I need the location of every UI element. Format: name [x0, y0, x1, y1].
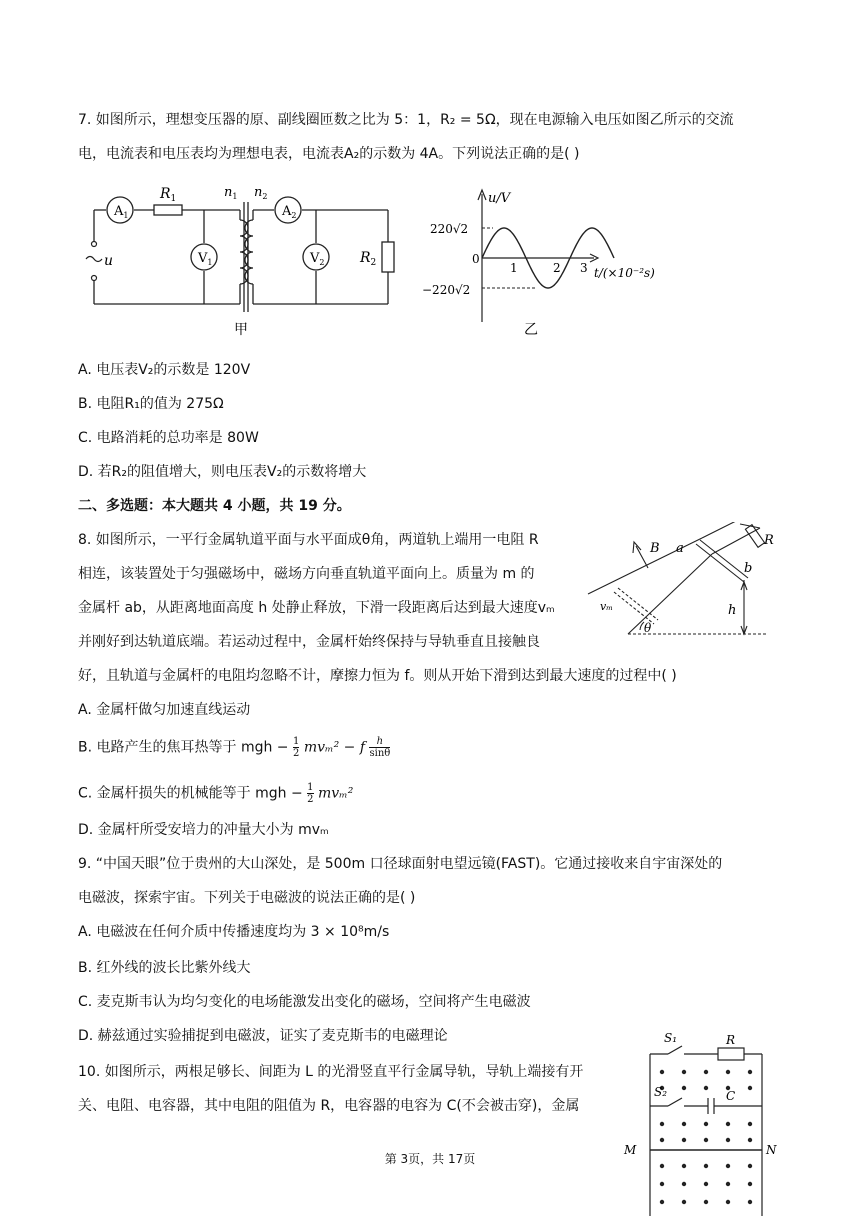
field-dot: [748, 1182, 752, 1186]
y-min-label: −220√2: [422, 283, 471, 297]
ammeter-a1-label: $A_1$: [114, 204, 129, 220]
x-tick-3: 3: [580, 261, 588, 275]
q8-option-c-suffix: mvₘ²: [318, 785, 354, 802]
field-dot: [726, 1122, 730, 1126]
figure-jia-caption: 甲: [234, 322, 248, 338]
resistor-r2-label: $R_2$: [360, 250, 377, 268]
figure-yi-caption: 乙: [524, 322, 538, 338]
source-terminal-top: [92, 242, 97, 247]
page-footer: 第 3页，共 17页: [384, 1152, 476, 1166]
x-tick-1: 1: [510, 261, 518, 275]
turns-n2-label: $n_2$: [254, 185, 268, 201]
q8-fig-b-end: b: [744, 561, 753, 576]
q9-option-d: D. 赫兹通过实验捕捉到电磁波，证实了麦克斯韦的电磁理论: [78, 1028, 448, 1044]
q7-option-b: B. 电阻R₁的值为 275Ω: [78, 396, 224, 412]
q9-option-c: C. 麦克斯韦认为均匀变化的电场能激发出变化的磁场，空间将产生电磁波: [78, 994, 531, 1010]
field-dot: [748, 1070, 752, 1074]
field-dot: [726, 1070, 730, 1074]
field-dot: [682, 1138, 686, 1142]
q10-stem-line2: 关、电阻、电容器，其中电阻的阻值为 R，电容器的电容为 C(不会被击穿)，金属: [78, 1098, 580, 1114]
field-dot: [682, 1182, 686, 1186]
q7-option-c: C. 电路消耗的总功率是 80W: [78, 430, 259, 446]
q7-option-a: A. 电压表V₂的示数是 120V: [78, 362, 251, 378]
turns-n1-label: $n_1$: [224, 185, 238, 201]
q10-stem-line1: 10. 如图所示，两根足够长、间距为 L 的光滑竖直平行金属导轨，导轨上端接有开: [78, 1064, 584, 1080]
field-dot: [660, 1200, 664, 1204]
q8-fig-b-field: B: [650, 541, 660, 556]
field-dot: [748, 1138, 752, 1142]
source-terminal-bottom: [92, 276, 97, 281]
q7-stem-line1: 7. 如图所示，理想变压器的原、副线圈匝数之比为 5：1，R₂ = 5Ω，现在电源输入电压如图乙所示的交流: [78, 112, 734, 128]
field-dot: [660, 1138, 664, 1142]
q8-option-c: [78, 782, 353, 805]
field-dot: [682, 1070, 686, 1074]
q7-stem-line2: 电，电流表和电压表均为理想电表，电流表A₂的示数为 4A。下列说法正确的是( ): [78, 146, 580, 162]
q8-option-d: D. 金属杆所受安培力的冲量大小为 mvₘ: [78, 822, 329, 838]
resistor-r1-label: $R_1$: [160, 186, 177, 204]
q8-fig-vm: vₘ: [600, 600, 613, 613]
q8-fig-h: h: [728, 603, 737, 618]
field-dot: [660, 1122, 664, 1126]
q9-option-a: A. 电磁波在任何介质中传播速度均为 3 × 10⁸m/s: [78, 924, 390, 940]
q8-fig-theta: θ: [644, 621, 652, 635]
q8-option-b-prefix: B. 电路产生的焦耳热等于 mgh −: [78, 739, 289, 756]
field-dot: [660, 1070, 664, 1074]
q8-option-b-frac-half: $\frac{1}{2}$: [293, 736, 300, 759]
section-2-heading: 二、多选题：本大题共 4 小题，共 19 分。: [78, 498, 351, 514]
origin-label: 0: [472, 252, 480, 266]
q8-incline-figure: [584, 522, 780, 640]
voltmeter-v2-label: $V_2$: [310, 251, 325, 267]
q10-fig-n: N: [766, 1143, 777, 1157]
field-dot: [682, 1200, 686, 1204]
q8-fig-a: a: [676, 541, 684, 556]
field-dot: [704, 1182, 708, 1186]
field-dot: [704, 1200, 708, 1204]
q8-option-c-frac-half: $\frac{1}{2}$: [307, 782, 314, 805]
q8-stem-line1: 8. 如图所示，一平行金属轨道平面与水平面成θ角，两道轨上端用一电阻 R: [78, 532, 539, 548]
field-dot: [704, 1070, 708, 1074]
q8-stem-line5: 好，且轨道与金属杆的电阻均忽略不计，摩擦力恒为 f。则从开始下滑到达到最大速度的过程中( ): [78, 668, 677, 684]
field-dot: [682, 1122, 686, 1126]
field-dot: [748, 1086, 752, 1090]
q10-fig-m: M: [624, 1143, 637, 1157]
field-dot: [682, 1086, 686, 1090]
q10-fig-s2: S₂: [654, 1085, 668, 1099]
q9-option-b: B. 红外线的波长比紫外线大: [78, 960, 251, 976]
field-dot: [726, 1182, 730, 1186]
field-dot: [726, 1200, 730, 1204]
q8-stem-line3: 金属杆 ab，从距离地面高度 h 处静止释放，下滑一段距离后达到最大速度vₘ: [78, 600, 555, 616]
field-dot: [704, 1122, 708, 1126]
source-u-label: u: [104, 253, 114, 269]
q8-option-b-middle: mvₘ² − f: [303, 739, 366, 756]
q7-voltage-graph: [420, 182, 676, 342]
q8-option-a: A. 金属杆做匀加速直线运动: [78, 702, 251, 718]
y-max-label: 220√2: [430, 222, 469, 236]
q8-option-b: [78, 736, 390, 759]
q9-stem-line1: 9. “中国天眼”位于贵州的大山深处，是 500m 口径球面射电望远镜(FAST)。它通过接收来自宇宙深处的: [78, 856, 723, 872]
field-dot: [660, 1182, 664, 1186]
ammeter-a2-label: $A_2$: [282, 204, 297, 220]
field-dot: [704, 1138, 708, 1142]
field-dot: [748, 1200, 752, 1204]
q10-rails-figure: [622, 1028, 782, 1216]
field-dot: [748, 1122, 752, 1126]
x-axis-label: t/(×10⁻²s): [594, 266, 655, 280]
q8-stem-line2: 相连，该装置处于匀强磁场中，磁场方向垂直轨道平面向上。质量为 m 的: [78, 566, 535, 582]
q8-fig-r: R: [764, 533, 774, 548]
q9-stem-line2: 电磁波，探索宇宙。下列关于电磁波的说法正确的是( ): [78, 890, 416, 906]
field-dot: [704, 1086, 708, 1090]
voltmeter-v1-label: $V_1$: [198, 251, 213, 267]
q7-option-d: D. 若R₂的阻值增大，则电压表V₂的示数将增大: [78, 464, 367, 480]
q10-fig-r: R: [726, 1033, 736, 1047]
q8-option-c-prefix: C. 金属杆损失的机械能等于 mgh −: [78, 785, 303, 802]
x-tick-2: 2: [553, 261, 561, 275]
q8-option-b-frac-h: $\frac{h}{\sin\theta}$: [369, 736, 391, 759]
q10-fig-c: C: [726, 1089, 736, 1103]
q10-fig-s1: S₁: [664, 1031, 678, 1045]
q8-stem-line4: 并刚好到达轨道底端。若运动过程中，金属杆始终保持与导轨垂直且接触良: [78, 634, 540, 650]
y-axis-label: u/V: [488, 191, 511, 206]
field-dot: [726, 1138, 730, 1142]
magnetic-field-dots: [660, 1070, 752, 1204]
q7-circuit-figure: [78, 180, 408, 340]
